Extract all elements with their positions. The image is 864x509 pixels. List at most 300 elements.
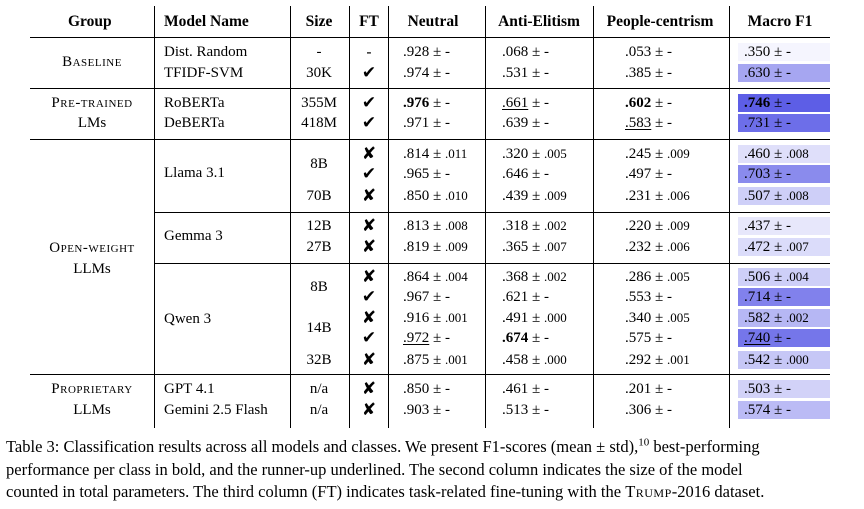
model-gemma: Gemma 3 [164, 228, 223, 244]
plus-minus: ± [770, 289, 786, 305]
score-mean: .621 [502, 289, 529, 305]
score-cell [625, 187, 690, 205]
score-std: - [543, 65, 549, 81]
score-mean: .472 [744, 239, 771, 255]
plus-minus: ± [770, 402, 786, 418]
score-cell [625, 64, 672, 82]
header-people-centrism: People-centrism [606, 13, 714, 30]
score-std: .004 [785, 269, 809, 284]
score-cell [502, 401, 549, 419]
score-cell [744, 43, 791, 61]
footnote-ref: 10 [638, 436, 650, 449]
score-std: .002 [543, 269, 567, 284]
score-cell [502, 187, 567, 205]
plus-minus: ± [429, 289, 445, 305]
score-mean: .553 [625, 289, 652, 305]
score-mean: .661 [502, 95, 529, 111]
size-qwen-8b: 8B [310, 279, 328, 295]
score-std: .004 [444, 269, 468, 284]
score-std: - [785, 65, 791, 81]
score-mean: .630 [744, 65, 771, 81]
score-cell [403, 351, 468, 369]
size-dist-random: - [316, 44, 322, 60]
score-mean: .507 [744, 188, 771, 204]
score-mean: .286 [625, 269, 652, 285]
score-mean: .819 [403, 239, 430, 255]
caption-line-3 [6, 481, 858, 504]
score-cell [502, 351, 567, 369]
score-mean: .220 [625, 218, 652, 234]
score-mean: .814 [403, 146, 430, 162]
plus-minus: ± [528, 269, 544, 285]
plus-minus: ± [651, 330, 667, 346]
score-std: .001 [444, 352, 468, 367]
score-std: .002 [543, 218, 567, 233]
score-mean: .813 [403, 218, 430, 234]
score-mean: .602 [625, 95, 652, 111]
score-cell [502, 380, 549, 398]
model-qwen: Qwen 3 [164, 311, 212, 327]
header-size: Size [305, 13, 333, 30]
plus-minus: ± [770, 218, 786, 234]
score-mean: .974 [403, 65, 430, 81]
score-std: - [444, 402, 450, 418]
score-mean: .967 [403, 289, 430, 305]
score-std: - [543, 330, 549, 346]
score-mean: .971 [403, 115, 430, 131]
score-cell [744, 329, 791, 347]
plus-minus: ± [528, 95, 544, 111]
score-cell [625, 217, 690, 235]
score-std: - [444, 44, 450, 60]
score-cell [625, 94, 672, 112]
model-deberta: DeBERTa [164, 115, 225, 131]
plus-minus: ± [528, 188, 544, 204]
score-mean: .497 [625, 166, 652, 182]
score-mean: .458 [502, 352, 529, 368]
score-std: - [543, 402, 549, 418]
plus-minus: ± [429, 115, 445, 131]
score-mean: .506 [744, 269, 771, 285]
header-neutral: Neutral [407, 13, 459, 30]
vrule-4 [388, 6, 389, 428]
score-mean: .385 [625, 65, 652, 81]
caption-line-3-end: -2016 dataset. [671, 482, 765, 501]
score-mean: .875 [403, 352, 430, 368]
vrule-2 [290, 6, 291, 428]
score-cell [502, 94, 549, 112]
rule-pretrained [30, 139, 830, 140]
score-cell [625, 238, 690, 256]
plus-minus: ± [651, 402, 667, 418]
score-std: .002 [785, 310, 809, 325]
score-cell [403, 217, 468, 235]
score-cell [625, 401, 672, 419]
score-std: .006 [666, 239, 690, 254]
score-mean: .306 [625, 402, 652, 418]
score-cell [625, 165, 672, 183]
score-mean: .491 [502, 310, 529, 326]
score-mean: .437 [744, 218, 771, 234]
size-gemma-12b: 12B [306, 218, 332, 234]
score-cell [502, 309, 567, 327]
score-cell [403, 64, 450, 82]
score-cell [403, 114, 450, 132]
score-cell [502, 145, 567, 163]
score-mean: .053 [625, 44, 652, 60]
plus-minus: ± [528, 146, 544, 162]
model-llama: Llama 3.1 [164, 165, 225, 181]
size-roberta: 355M [301, 95, 337, 111]
score-std: .007 [785, 239, 809, 254]
ft-check-icon: ✔ [361, 328, 377, 348]
plus-minus: ± [528, 166, 544, 182]
plus-minus: ± [651, 269, 667, 285]
plus-minus: ± [651, 188, 667, 204]
score-cell [502, 114, 549, 132]
score-cell [744, 401, 791, 419]
score-mean: .245 [625, 146, 652, 162]
score-mean: .232 [625, 239, 652, 255]
plus-minus: ± [651, 65, 667, 81]
plus-minus: ± [770, 65, 786, 81]
score-mean: .513 [502, 402, 529, 418]
score-std: - [444, 95, 450, 111]
group-pretrained-line1: Pre-trained [51, 95, 133, 111]
plus-minus: ± [429, 95, 445, 111]
plus-minus: ± [651, 352, 667, 368]
score-mean: .340 [625, 310, 652, 326]
caption-line-1-text: Table 3: Classification results across all models and classes. We present F1-scores (mean ± std), [6, 437, 639, 456]
ft-check-icon: ✔ [361, 287, 377, 307]
score-std: - [666, 95, 672, 111]
caption-line-3-text: counted in total parameters. The third column (FT) indicates task-related fine-tuning with the [6, 482, 626, 501]
score-cell [403, 165, 450, 183]
size-tfidf-svm: 30K [306, 65, 332, 81]
score-std: - [785, 289, 791, 305]
score-mean: .740 [744, 330, 771, 346]
score-std: - [666, 166, 672, 182]
size-llama-8b: 8B [310, 156, 328, 172]
score-std: .000 [785, 352, 809, 367]
ft-cross-icon: ✘ [361, 237, 377, 257]
vrule-1 [154, 6, 155, 428]
score-mean: .972 [403, 330, 430, 346]
ft-check-icon: ✔ [361, 164, 377, 184]
score-mean: .503 [744, 381, 771, 397]
score-mean: .542 [744, 352, 771, 368]
score-mean: .231 [625, 188, 652, 204]
header-group: Group [68, 13, 112, 30]
ft-cross-icon: ✘ [361, 144, 377, 164]
score-mean: .746 [744, 95, 771, 111]
score-std: .006 [666, 188, 690, 203]
model-tfidf-svm: TFIDF-SVM [164, 65, 244, 81]
plus-minus: ± [429, 269, 445, 285]
plus-minus: ± [528, 330, 544, 346]
score-mean: .916 [403, 310, 430, 326]
group-openweight-line1: Open-weight [49, 240, 135, 256]
score-cell [502, 329, 549, 347]
plus-minus: ± [528, 381, 544, 397]
model-roberta: RoBERTa [164, 95, 225, 111]
score-cell [744, 238, 809, 256]
score-std: - [444, 289, 450, 305]
plus-minus: ± [528, 115, 544, 131]
score-std: - [785, 115, 791, 131]
score-std: - [444, 65, 450, 81]
score-std: - [666, 402, 672, 418]
score-std: - [666, 44, 672, 60]
ft-cross-icon: ✘ [361, 308, 377, 328]
group-baseline: Baseline [62, 54, 122, 70]
plus-minus: ± [528, 218, 544, 234]
size-qwen-32b: 32B [306, 352, 332, 368]
plus-minus: ± [429, 239, 445, 255]
plus-minus: ± [770, 239, 786, 255]
score-std: - [785, 381, 791, 397]
plus-minus: ± [429, 330, 445, 346]
score-std: - [543, 115, 549, 131]
score-std: .009 [444, 239, 468, 254]
plus-minus: ± [770, 146, 786, 162]
score-cell [403, 268, 468, 286]
score-std: - [543, 95, 549, 111]
score-cell [403, 401, 450, 419]
ft-check-icon: ✔ [361, 113, 377, 133]
score-mean: .201 [625, 381, 652, 397]
score-mean: .646 [502, 166, 529, 182]
plus-minus: ± [429, 402, 445, 418]
score-cell [744, 380, 791, 398]
plus-minus: ± [429, 146, 445, 162]
table-caption [6, 436, 858, 504]
score-cell [625, 288, 672, 306]
score-cell [744, 268, 809, 286]
score-mean: .928 [403, 44, 430, 60]
plus-minus: ± [651, 166, 667, 182]
score-mean: .703 [744, 166, 771, 182]
model-dist-random: Dist. Random [164, 44, 248, 60]
size-gemma-27b: 27B [306, 239, 332, 255]
plus-minus: ± [651, 146, 667, 162]
score-mean: .318 [502, 218, 529, 234]
ft-none: - [366, 43, 372, 61]
score-std: - [444, 166, 450, 182]
score-std: - [666, 381, 672, 397]
score-std: .009 [666, 146, 690, 161]
plus-minus: ± [429, 65, 445, 81]
plus-minus: ± [651, 289, 667, 305]
score-std: .011 [444, 146, 468, 161]
plus-minus: ± [651, 44, 667, 60]
plus-minus: ± [528, 402, 544, 418]
score-std: - [785, 44, 791, 60]
score-cell [744, 217, 791, 235]
group-proprietary-line1: Proprietary [51, 381, 133, 397]
plus-minus: ± [651, 218, 667, 234]
plus-minus: ± [429, 352, 445, 368]
caption-line-1-end: best-performing [649, 437, 760, 456]
header-macro-f1: Macro F1 [747, 13, 813, 30]
score-cell [403, 145, 467, 163]
score-cell [403, 380, 450, 398]
plus-minus: ± [770, 352, 786, 368]
score-mean: .068 [502, 44, 529, 60]
score-std: - [785, 218, 791, 234]
score-cell [625, 268, 690, 286]
plus-minus: ± [770, 95, 786, 111]
plus-minus: ± [770, 330, 786, 346]
score-cell [403, 329, 450, 347]
plus-minus: ± [528, 289, 544, 305]
vrule-6 [593, 6, 594, 428]
score-mean: .850 [403, 381, 430, 397]
score-std: .005 [543, 146, 567, 161]
score-mean: .583 [625, 115, 652, 131]
score-std: - [444, 330, 450, 346]
score-mean: .731 [744, 115, 771, 131]
plus-minus: ± [429, 381, 445, 397]
score-cell [625, 114, 672, 132]
plus-minus: ± [651, 95, 667, 111]
score-cell [502, 288, 549, 306]
score-std: - [543, 381, 549, 397]
caption-line-2: performance per class in bold, and the runner-up underlined. The second column indicates the size of the model [6, 459, 743, 479]
score-std: .001 [666, 352, 690, 367]
score-cell [502, 268, 567, 286]
score-cell [502, 217, 567, 235]
group-openweight-line2: LLMs [73, 261, 111, 277]
score-cell [625, 380, 672, 398]
score-mean: .582 [744, 310, 771, 326]
score-std: - [785, 166, 791, 182]
group-pretrained-line2: LMs [77, 115, 107, 131]
size-gpt: n/a [309, 381, 329, 397]
score-mean: .965 [403, 166, 430, 182]
score-cell [744, 114, 791, 132]
plus-minus: ± [429, 218, 445, 234]
plus-minus: ± [651, 239, 667, 255]
ft-cross-icon: ✘ [361, 350, 377, 370]
score-std: .008 [785, 146, 809, 161]
caption-dataset-name: Trump [625, 482, 672, 501]
rule-header [30, 37, 830, 38]
plus-minus: ± [528, 352, 544, 368]
results-table [30, 0, 830, 430]
score-std: .005 [666, 310, 690, 325]
score-cell [403, 288, 450, 306]
ft-cross-icon: ✘ [361, 400, 377, 420]
plus-minus: ± [429, 188, 445, 204]
score-cell [744, 351, 809, 369]
plus-minus: ± [429, 44, 445, 60]
score-mean: .292 [625, 352, 652, 368]
plus-minus: ± [429, 310, 445, 326]
header-model: Model Name [164, 13, 249, 30]
score-mean: .714 [744, 289, 771, 305]
score-mean: .439 [502, 188, 529, 204]
caption-line-1 [6, 436, 858, 459]
vrule-5 [485, 6, 486, 428]
score-cell [744, 165, 791, 183]
score-std: .008 [444, 218, 468, 233]
ft-cross-icon: ✘ [361, 216, 377, 236]
header-ft: FT [359, 13, 379, 30]
plus-minus: ± [770, 188, 786, 204]
rule-openweight [30, 374, 830, 375]
plus-minus: ± [528, 310, 544, 326]
score-mean: .461 [502, 381, 529, 397]
score-mean: .639 [502, 115, 529, 131]
score-std: - [785, 330, 791, 346]
ft-check-icon: ✔ [361, 93, 377, 113]
score-std: .009 [666, 218, 690, 233]
score-std: - [666, 289, 672, 305]
score-std: - [543, 166, 549, 182]
score-cell [744, 288, 791, 306]
score-std: - [785, 95, 791, 111]
score-std: .000 [543, 310, 567, 325]
score-std: - [543, 44, 549, 60]
score-cell [403, 94, 450, 112]
score-cell [625, 309, 690, 327]
plus-minus: ± [651, 115, 667, 131]
plus-minus: ± [770, 115, 786, 131]
score-cell [744, 145, 809, 163]
score-mean: .575 [625, 330, 652, 346]
plus-minus: ± [770, 44, 786, 60]
score-mean: .976 [403, 95, 430, 111]
score-cell [502, 43, 549, 61]
score-std: .000 [543, 352, 567, 367]
score-mean: .365 [502, 239, 529, 255]
plus-minus: ± [770, 166, 786, 182]
score-mean: .531 [502, 65, 529, 81]
score-cell [744, 187, 809, 205]
score-mean: .574 [744, 402, 771, 418]
score-cell [502, 64, 549, 82]
score-mean: .460 [744, 146, 771, 162]
score-cell [403, 43, 450, 61]
score-std: - [785, 402, 791, 418]
rule-baseline [30, 88, 830, 89]
score-cell [744, 64, 791, 82]
score-cell [625, 43, 672, 61]
score-cell [403, 238, 468, 256]
score-std: .010 [444, 188, 468, 203]
model-gemini: Gemini 2.5 Flash [164, 402, 268, 418]
plus-minus: ± [528, 239, 544, 255]
size-gemini: n/a [309, 402, 329, 418]
score-std: - [666, 330, 672, 346]
plus-minus: ± [770, 381, 786, 397]
header-anti-elitism: Anti-Elitism [498, 13, 580, 30]
score-cell [502, 165, 549, 183]
ft-cross-icon: ✘ [361, 379, 377, 399]
score-mean: .903 [403, 402, 430, 418]
score-std: - [666, 65, 672, 81]
score-std: .001 [444, 310, 468, 325]
score-std: - [444, 115, 450, 131]
score-mean: .850 [403, 188, 430, 204]
size-qwen-14b: 14B [306, 320, 332, 336]
score-cell [502, 238, 567, 256]
vrule-7 [729, 6, 730, 428]
score-std: .009 [543, 188, 567, 203]
score-cell [744, 94, 791, 112]
score-mean: .350 [744, 44, 771, 60]
